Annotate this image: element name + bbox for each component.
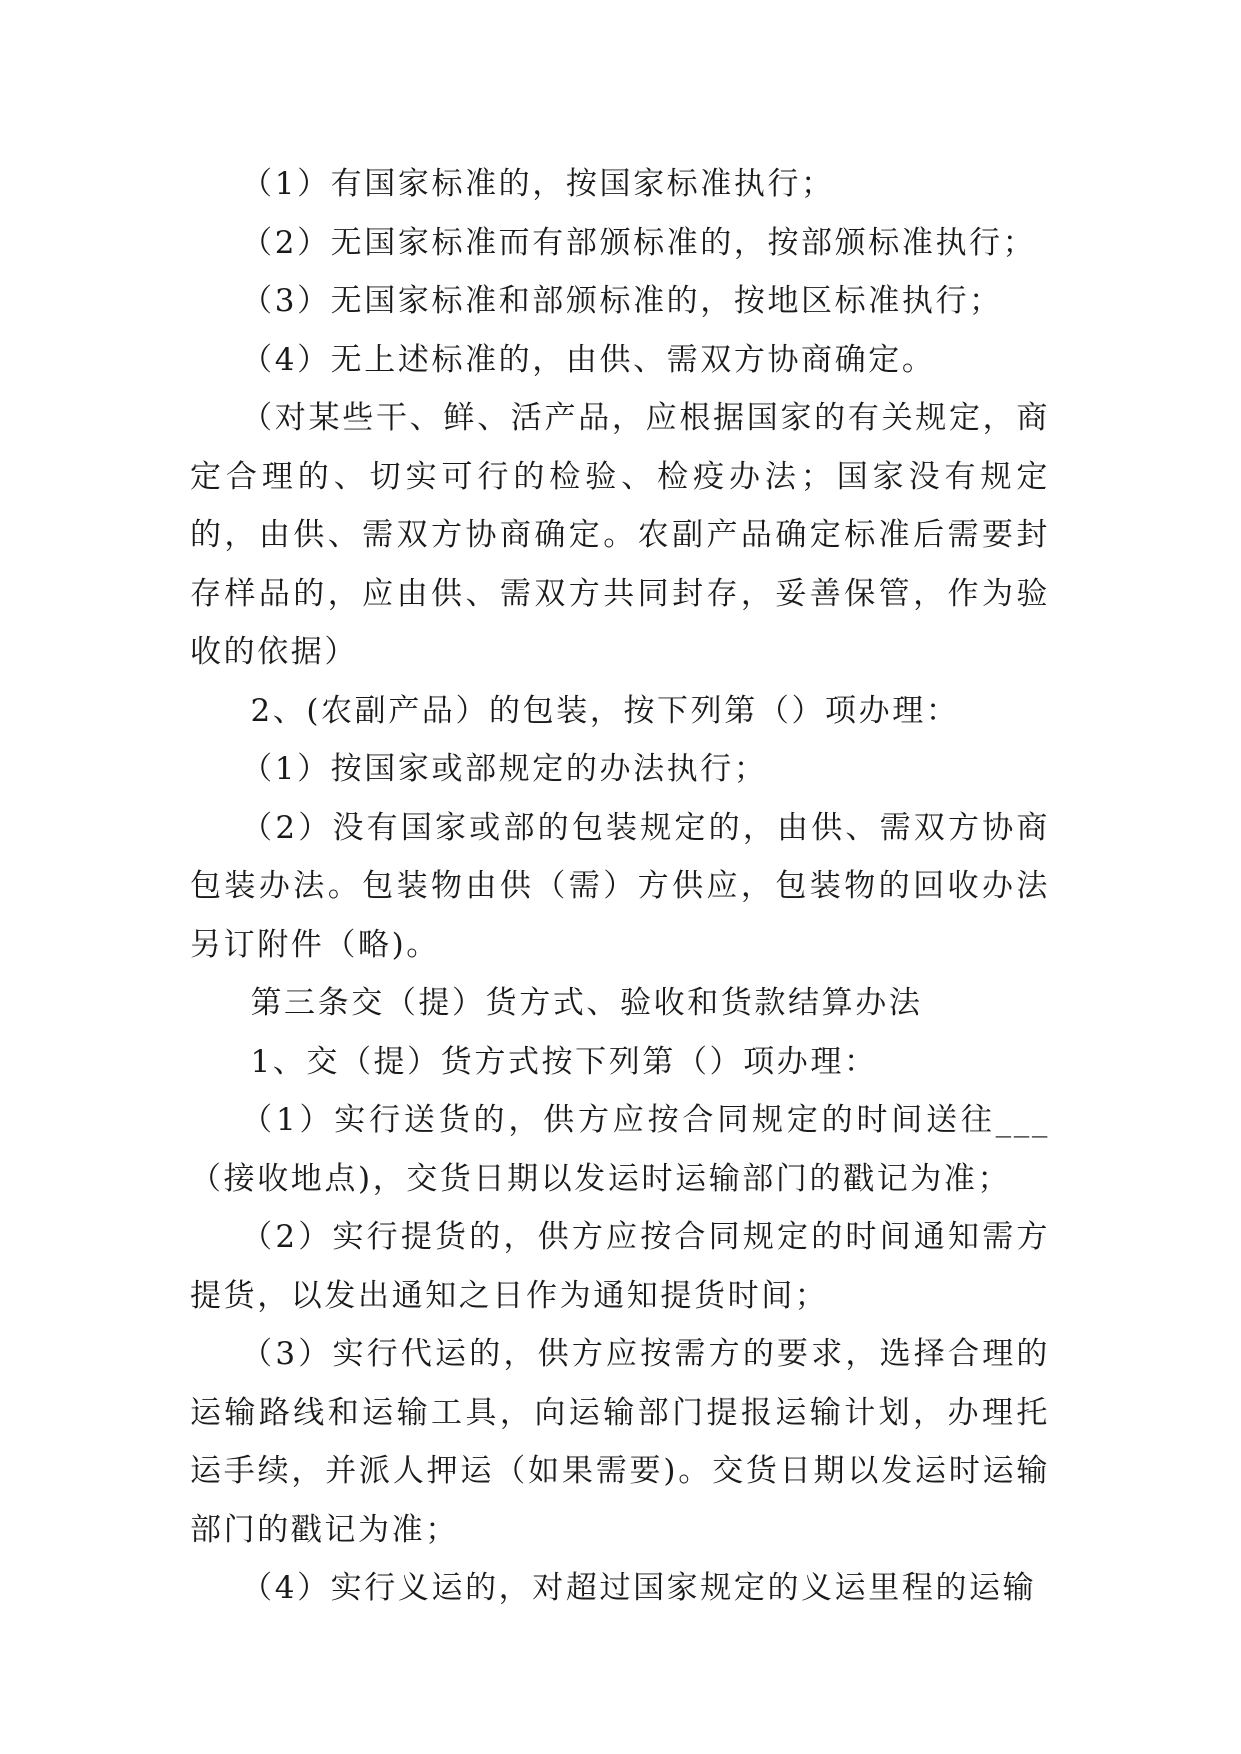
article-three-heading: 第三条交（提）货方式、验收和货款结算办法 <box>250 985 923 1021</box>
paragraph-delivery-2: （2）实行提货的，供方应按合同规定的时间通知需方提货，以发出通知之日作为通知提货时间； <box>190 1219 1050 1314</box>
paragraph-packaging-1: （1）按国家或部规定的办法执行； <box>241 751 768 787</box>
paragraph-inspection-note: （对某些干、鲜、活产品，应根据国家的有关规定，商定合理的、切实可行的检验、检疫办法；国家没有规定的，由供、需双方协商确定。农副产品确定标准后需要封存样品的，应由供、需双方共同封存，妥善保管，作为验收的依据） <box>190 400 1050 670</box>
paragraph-packaging-2: （2）没有国家或部的包装规定的，由供、需双方协商包装办法。包装物由供（需）方供应，包装物的回收办法另订附件（略)。 <box>190 809 1050 963</box>
paragraph-standard-3: （3）无国家标准和部颁标准的，按地区标准执行； <box>241 283 1003 319</box>
paragraph-packaging-heading: 2、(农副产品）的包装，按下列第（）项办理： <box>250 692 960 729</box>
document-body <box>190 155 1050 1618</box>
paragraph-delivery-heading: 1、交（提）货方式按下列第（）项办理： <box>250 1043 878 1080</box>
paragraph-delivery-3: （3）实行代运的，供方应按需方的要求，选择合理的运输路线和运输工具，向运输部门提报运输计划，办理托运手续，并派人押运（如果需要)。交货日期以发运时运输部门的戳记为准； <box>190 1336 1050 1548</box>
paragraph-delivery-1: （1）实行送货的，供方应按合同规定的时间送往___（接收地点)，交货日期以发运时运输部门的戳记为准； <box>190 1102 1050 1197</box>
paragraph-standard-4: （4）无上述标准的，由供、需双方协商确定。 <box>241 341 936 378</box>
paragraph-standard-2: （2）无国家标准而有部颁标准的，按部颁标准执行； <box>241 224 1037 261</box>
paragraph-delivery-4: （4）实行义运的，对超过国家规定的义运里程的运输 <box>241 1570 1037 1606</box>
paragraph-standard-1: （1）有国家标准的，按国家标准执行； <box>241 166 835 202</box>
